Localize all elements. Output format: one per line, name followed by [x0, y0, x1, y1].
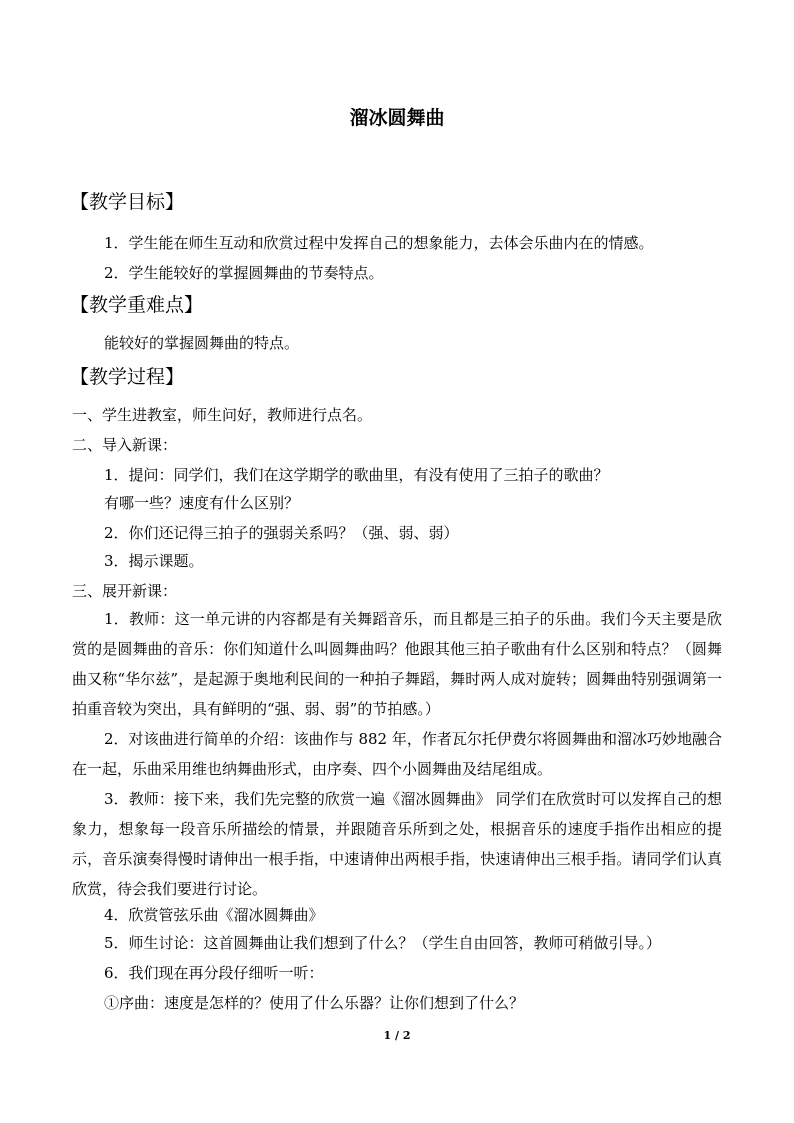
step3-item-6: 6．我们现在再分段仔细听一听： [104, 964, 324, 982]
step3-item-5: 5．师生讨论：这首圆舞曲让我们想到了什么？（学生自由回答，教师可稍做引导。） [104, 934, 662, 952]
step2-item-3: 3．揭示课题。 [104, 552, 204, 570]
step2-question-1-line-1: 1．提问：同学们，我们在这学期学的歌曲里，有没有使用了三拍子的歌曲？ [104, 466, 609, 484]
step3-paragraph-2: 2．对该曲进行简单的介绍：该曲作与 882 年，作者瓦尔托伊费尔将圆舞曲和溜冰巧妙地融合在一起，乐曲采用维也纳舞曲形式，由序奏、四个小圆舞曲及结尾组成。 [72, 730, 722, 778]
step2-question-1-line-2: 有哪一些？速度有什么区别？ [104, 494, 300, 512]
step2-question-2: 2．你们还记得三拍子的强弱关系吗？（强、弱、弱） [104, 524, 459, 542]
heading-key-points: 【教学重难点】 [70, 294, 204, 316]
heading-teaching-process: 【教学过程】 [70, 366, 185, 388]
process-step-1: 一、学生进教室，师生问好，教师进行点名。 [72, 406, 373, 424]
step3-sub-item-1: ①序曲：速度是怎样的？使用了什么乐器？让你们想到了什么？ [104, 994, 525, 1012]
process-step-3-label: 三、展开新课： [72, 582, 178, 600]
step3-paragraph-3: 3．教师：接下来，我们先完整的欣赏一遍《溜冰圆舞曲》 同学们在欣赏时可以发挥自己的想象力，想象每一段音乐所描绘的情景，并跟随音乐所到之处，根据音乐的速度手指作出相应的提示，音乐演奏得慢时请伸出一根手指，中速请伸出两根手指，快速请伸出三根手指。请同学们认真欣赏，待会我们要进行讨论。 [72, 790, 722, 898]
process-step-2-label: 二、导入新课： [72, 436, 178, 454]
document-title: 溜冰圆舞曲 [349, 107, 445, 129]
key-points-text: 能较好的掌握圆舞曲的特点。 [104, 334, 300, 352]
goal-item-2: 2．学生能较好的掌握圆舞曲的节奏特点。 [104, 264, 384, 282]
step3-item-4: 4．欣赏管弦乐曲《溜冰圆舞曲》 [104, 906, 324, 924]
goal-item-1: 1．学生能在师生互动和欣赏过程中发挥自己的想象能力，去体会乐曲内在的情感。 [104, 234, 654, 252]
heading-teaching-goals: 【教学目标】 [70, 191, 185, 213]
step3-paragraph-1: 1．教师：这一单元讲的内容都是有关舞蹈音乐，而且都是三拍子的乐曲。我们今天主要是欣赏的是圆舞曲的音乐：你们知道什么叫圆舞曲吗？他跟其他三拍子歌曲有什么区别和特点？（圆舞曲又称“华尔兹”，是起源于奥地利民间的一种拍子舞蹈，舞时两人成对旋转；圆舞曲特别强调第一拍重音较为突出，具有鲜明的“强、弱、弱”的节拍感。） [72, 610, 722, 718]
page-number: 1 / 2 [383, 1029, 411, 1042]
